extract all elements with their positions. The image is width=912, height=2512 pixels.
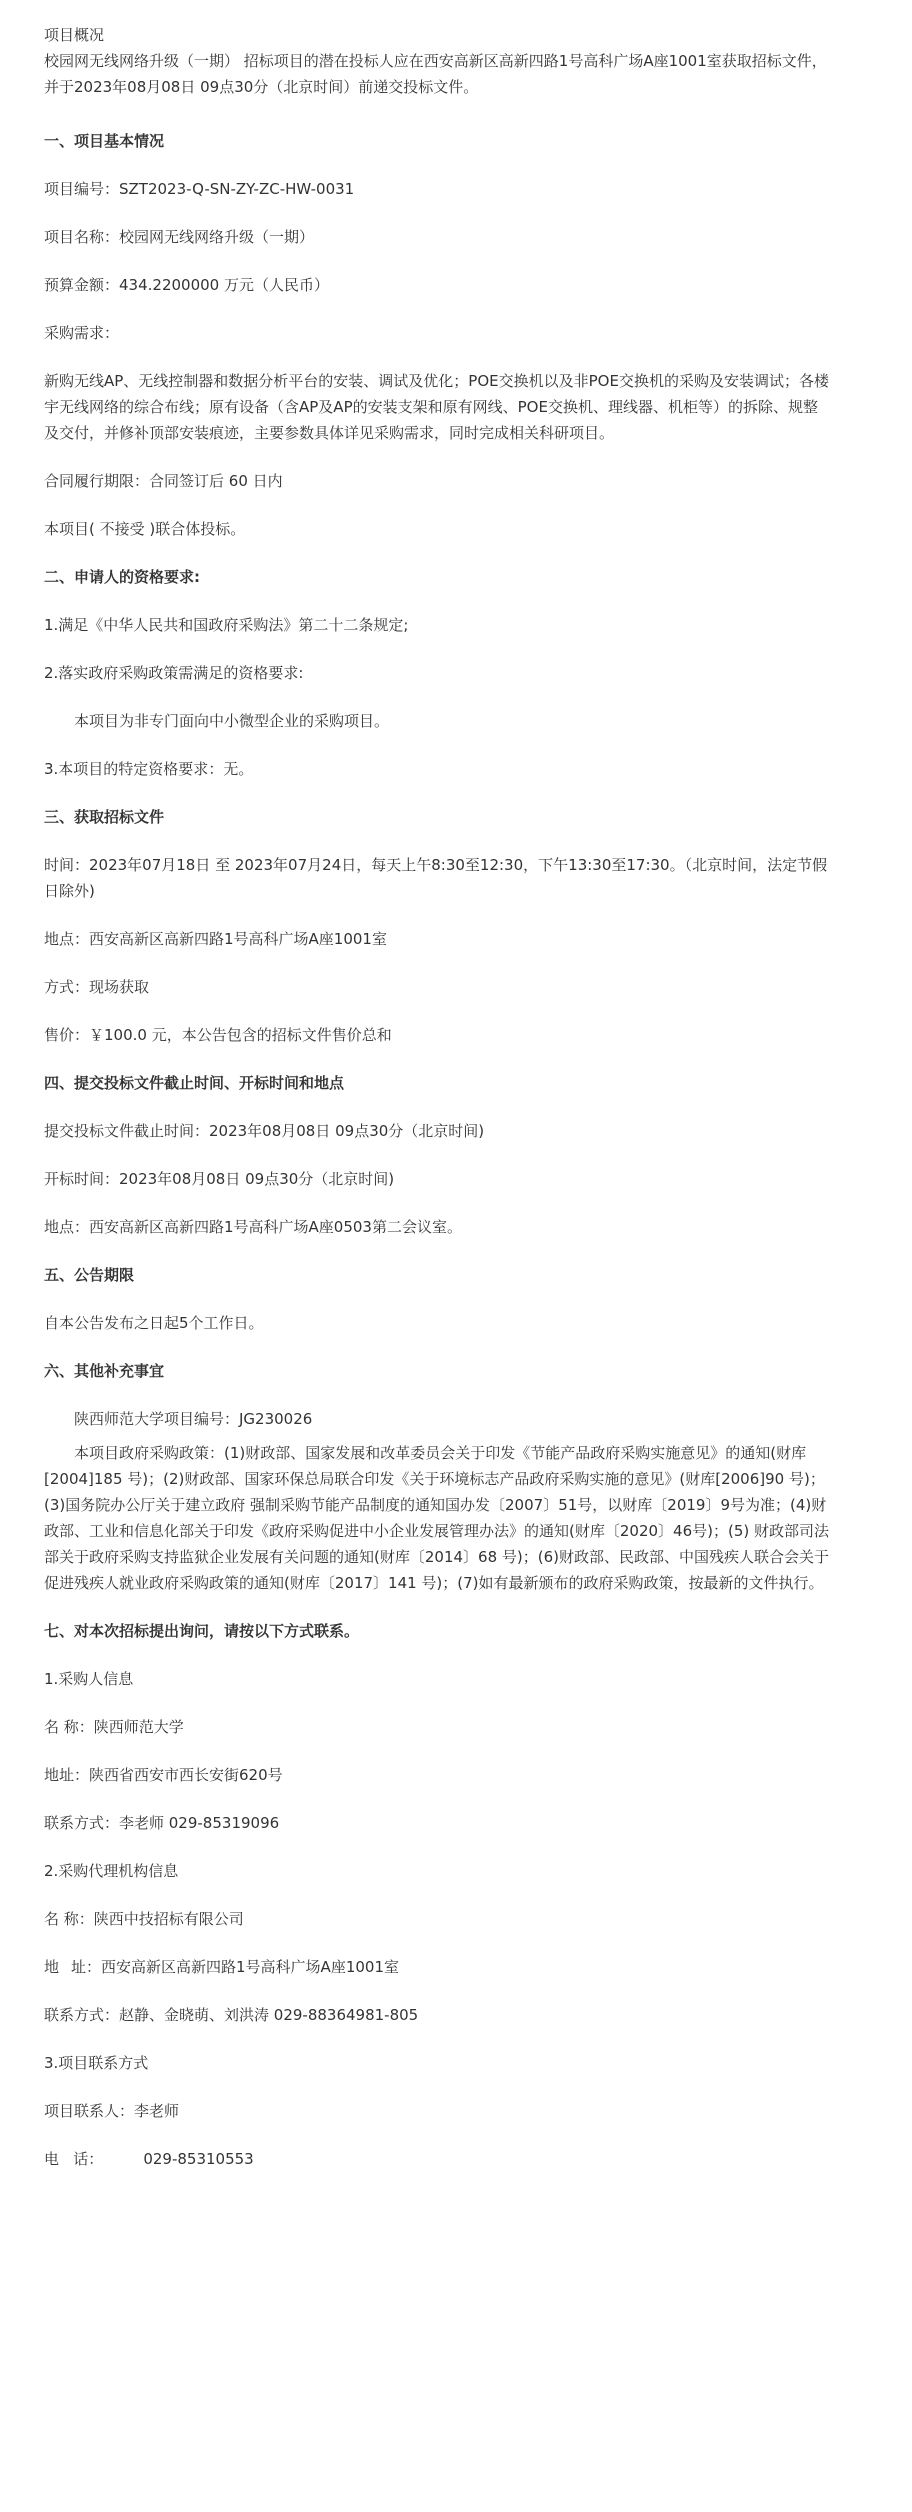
buyer-address: 地址：陕西省西安市西长安街620号	[44, 1766, 283, 1784]
qualification-item-2-detail: 本项目为非专门面向中小微型企业的采购项目。	[74, 712, 390, 730]
qualification-item-3: 3.本项目的特定资格要求：无。	[44, 760, 254, 778]
qualification-item-1: 1.满足《中华人民共和国政府采购法》第二十二条规定;	[44, 616, 409, 634]
announcement-period: 自本公告发布之日起5个工作日。	[44, 1314, 264, 1332]
section-7-title: 七、对本次招标提出询问，请按以下方式联系。	[44, 1622, 360, 1640]
agency-info-heading: 2.采购代理机构信息	[44, 1862, 179, 1880]
budget-amount: 预算金额：434.2200000 万元（人民币）	[44, 276, 329, 294]
submission-deadline: 提交投标文件截止时间：2023年08月08日 09点30分（北京时间)	[44, 1122, 485, 1140]
agency-address	[44, 1954, 832, 1980]
acquire-place: 地点：西安高新区高新四路1号高科广场A座1001室	[44, 930, 387, 948]
project-contact-phone	[44, 2146, 832, 2172]
procurement-requirement-label: 采购需求：	[44, 324, 120, 342]
project-number: 项目编号：SZT2023-Q-SN-ZY-ZC-HW-0031	[44, 180, 355, 198]
contract-period: 合同履行期限：合同签订后 60 日内	[44, 472, 283, 490]
section-3-title: 三、获取招标文件	[44, 808, 165, 826]
acquire-method: 方式：现场获取	[44, 978, 150, 996]
project-contact-person: 项目联系人：李老师	[44, 2102, 180, 2120]
overview-text: 校园网无线网络升级（一期） 招标项目的潜在投标人应在西安高新区高新四路1号高科广场A座1001室获取招标文件，并于2023年08月08日 09点30分（北京时间）前递交投标文件。	[44, 52, 827, 96]
procurement-policy: 本项目政府采购政策：(1)财政部、国家发展和改革委员会关于印发《节能产品政府采购实施意见》的通知(财库[2004]185 号)；(2)财政部、国家环保总局联合印发《关于环境标志产品政府采购实施的意见》(财库[2006]90 号)；(3)国务院办公厅关于建立政府 强制采购节能产品制度的通知国办发〔2007〕51号，以财库〔2019〕9号为准；(4)财政部、工业和信息化部关于印发《政府采购促进中小企业发展管理办法》的通知(财库〔2020〕46号)；(5) 财政部司法部关于政府采购支持监狱企业发展有关问题的通知(财库〔2014〕68 号)；(6)财政部、民政部、中国残疾人联合会关于促进残疾人就业政府采购政策的通知(财库〔2017〕141 号)；(7)如有最新颁布的政府采购政策，按最新的文件执行。	[44, 1444, 829, 1592]
overview-label: 项目概况	[44, 26, 105, 44]
phone-label: 电 话：	[44, 2150, 104, 2168]
section-4-title: 四、提交投标文件截止时间、开标时间和地点	[44, 1074, 345, 1092]
project-contact-heading: 3.项目联系方式	[44, 2054, 149, 2072]
agency-address-label: 地	[44, 1958, 60, 1976]
section-2-title: 二、申请人的资格要求:	[44, 568, 200, 586]
school-project-number: 陕西师范大学项目编号：JG230026	[74, 1410, 313, 1428]
agency-name: 名 称：陕西中技招标有限公司	[44, 1910, 244, 1928]
agency-contact: 联系方式：赵静、金晓萌、刘洪涛 029-88364981-805	[44, 2006, 419, 2024]
buyer-name: 名 称：陕西师范大学	[44, 1718, 184, 1736]
section-1-title: 一、项目基本情况	[44, 132, 165, 150]
opening-place: 地点：西安高新区高新四路1号高科广场A座0503第二会议室。	[44, 1218, 462, 1236]
opening-time: 开标时间：2023年08月08日 09点30分（北京时间)	[44, 1170, 395, 1188]
buyer-info-heading: 1.采购人信息	[44, 1670, 134, 1688]
section-6-title: 六、其他补充事宜	[44, 1362, 165, 1380]
consortium-note: 本项目( 不接受 )联合体投标。	[44, 520, 246, 538]
announcement-content	[44, 22, 832, 2172]
agency-address-value: 址：西安高新区高新四路1号高科广场A座1001室	[71, 1958, 399, 1976]
project-name: 项目名称：校园网无线网络升级（一期）	[44, 228, 315, 246]
document-price: 售价：￥100.0 元，本公告包含的招标文件售价总和	[44, 1026, 392, 1044]
phone-value: 029-85310553	[143, 2150, 254, 2168]
buyer-contact: 联系方式：李老师 029-85319096	[44, 1814, 280, 1832]
section-5-title: 五、公告期限	[44, 1266, 135, 1284]
procurement-requirement-text: 新购无线AP、无线控制器和数据分析平台的安装、调试及优化；POE交换机以及非POE交换机的采购及安装调试；各楼宇无线网络的综合布线；原有设备（含AP及AP的安装支架和原有网线、POE交换机、理线器、机柜等）的拆除、规整及交付，并修补顶部安装痕迹，主要参数具体详见采购需求，同时完成相关科研项目。	[44, 372, 829, 442]
acquire-time: 时间：2023年07月18日 至 2023年07月24日，每天上午8:30至12:30，下午13:30至17:30。（北京时间，法定节假日除外)	[44, 856, 828, 900]
qualification-item-2: 2.落实政府采购政策需满足的资格要求:	[44, 664, 304, 682]
